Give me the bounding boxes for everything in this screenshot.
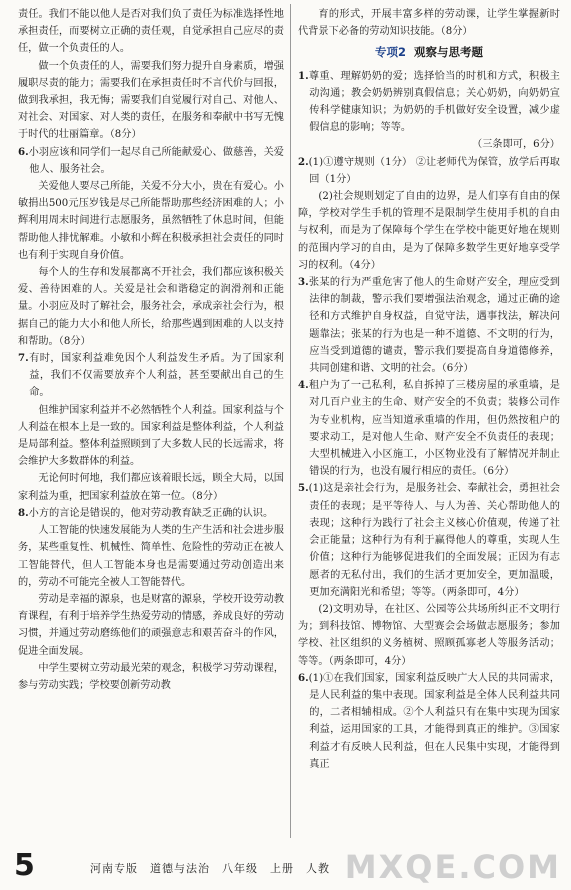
item-text: 小羽应该和同学们一起尽自己所能献爱心、做慈善，关爱他人、服务社会。 bbox=[28, 146, 284, 175]
item-text: 张某的行为严重危害了他人的生命财产安全，理应受到法律的制裁，警示我们要增强法治观念，通过正确的途径和方式维护自身权益，自觉守法，遇事找法，解决问题靠法；张某的行为也是一种不道德、不文明的行为，应当受到道德的谴责，警示我们要提高自身道德修养，共同创建和谐、文明的社会。（6分） bbox=[308, 277, 560, 375]
item-number: 2. bbox=[298, 155, 309, 168]
paragraph: 无论何时何地，我们都应该着眼长远，顾全大局，以国家利益为重，把国家利益放在第一位。（8分） bbox=[18, 473, 284, 502]
item-number: 5. bbox=[298, 482, 309, 495]
paragraph: 劳动是幸福的源泉，也是财富的源泉，学校开设劳动教育课程，有利于培养学生热爱劳动的情感，养成良好的劳动习惯，并通过劳动磨练他们的顽强意志和艰苦奋斗的作风，促进全面发展。 bbox=[18, 593, 284, 657]
item-number: 3. bbox=[298, 276, 309, 289]
paragraph: 责任。我们不能以他人是否对我们负了责任为标准选择性地承担责任，而要树立正确的责任观，自觉承担自己应尽的责任，做一个负责任的人。 bbox=[18, 9, 284, 55]
section-label: 专项2 bbox=[374, 45, 406, 60]
answer-item-7 bbox=[18, 350, 284, 402]
paragraph: 每个人的生存和发展都离不开社会，我们都应该积极关爱、善待困难的人。关爱是社会和谐稳定的润滑剂和正能量。小羽应及时了解社会，服务社会，承成亲社会行为，根据自己的能力大小和他人所长，给那些遇到困难的人以支持和帮助。（8分） bbox=[18, 267, 284, 347]
footer-text: 河南专版 道德与法治 八年级 上册 人教 bbox=[90, 862, 330, 875]
item-text: 租户为了一己私利，私自拆掉了三楼房屋的承重墙，是对几百户业主的生命、财产安全的不负责；装修公司作为专业机构，应当知道承重墙的作用，但仍然按租户的要求动工，是对他人生命、财产安全不负责任的表现；大型机械进入小区施工，小区物业没有了解情况并制止错误的行为，也没有履行相应的责任。（6分） bbox=[308, 380, 560, 478]
score-note: （三条即可，6分） bbox=[472, 139, 560, 151]
item-text: (1)①遵守规则（1分） ②让老师代为保管，放学后再取回（1分） bbox=[308, 156, 560, 185]
page-number: 5 bbox=[14, 848, 35, 883]
item-text: 尊重、理解奶奶的爱；选择恰当的时机和方式，积极主动沟通；教会奶奶辨别真假信息；关心奶奶，向奶奶宣传科学健康知识；为奶奶的手机做好安全设置，减少虚假信息的影响；等等。 bbox=[308, 70, 560, 134]
item-number: 6. bbox=[298, 671, 309, 684]
right-column bbox=[298, 6, 560, 773]
section-title: 观察与思考题 bbox=[414, 45, 483, 60]
paragraph: 关爱他人要尽己所能，关爱不分大小，贵在有爱心。小敏捐出500元压岁钱是尽己所能帮助那些经济困难的人；小辉利用周末时间进行志愿服务，虽然牺牲了休息时间，但能帮助他人排忧解难。小敏和小辉在积极承担社会责任的同时也有利于实现自身价值。 bbox=[18, 181, 284, 261]
answer-item-2 bbox=[298, 154, 560, 188]
watermark: MXQE.COM bbox=[344, 848, 561, 886]
paragraph: 育的形式，开展丰富多样的劳动课，让学生掌握新时代背景下必备的劳动知识技能。（8分） bbox=[298, 9, 560, 38]
item-text: (1)①在我们国家，国家利益反映广大人民的共同需求，是人民利益的集中表现。国家利益是全体人民利益共同的，二者相辅相成。②个人利益只有在集中实现为国家利益，运用国家的工具，才能得到真正的维护。③国家利益才有反映人民利益，但在人民集中实现，才能得到真正 bbox=[308, 672, 560, 770]
item-number: 4. bbox=[298, 379, 309, 392]
answer-item-8 bbox=[18, 505, 284, 522]
answer-item-3 bbox=[298, 274, 560, 377]
paragraph: (2)社会规则划定了自由的边界，是人们享有自由的保障，学校对学生手机的管理不是限制学生使用手机的自由与权利，而是为了保障每个学生在学校中能更好地在规则的范围内学习的自由，是为了保障多数学生更好地享受学习的权利。（4分） bbox=[298, 191, 560, 271]
answer-item-5 bbox=[298, 480, 560, 600]
answer-item-1 bbox=[298, 68, 560, 137]
item-number: 8. bbox=[18, 506, 29, 519]
section-heading bbox=[298, 44, 560, 61]
answer-item-6 bbox=[298, 670, 560, 773]
paragraph: 人工智能的快速发展能为人类的生产生活和社会进步服务，某些重复性、机械性、简单性、危险性的劳动正在被人工智能替代，但人工智能本身也是需要通过劳动创造出来的，劳动不可能完全被人工智能替代。 bbox=[18, 525, 284, 588]
item-text: (1)这是亲社会行为，是服务社会、奉献社会，勇担社会责任的表现；是平等待人、与人为善、关心帮助他人的表现；这种行为践行了社会主义核心价值观，传递了社会正能量；这种行为有利于赢得他人的尊重，实现人生价值；这种行为能够促进我们的全面发展；正因为有志愿者的无私付出，我们的生活才更加安全，更加温暖，更加充满阳光和希望；等等。（两条即可，4分） bbox=[308, 483, 560, 598]
paragraph: 做一个负责任的人，需要我们努力提升自身素质，增强履职尽责的能力；需要我们在承担责任时不言代价与回报，做到我承担，我无悔；需要我们自觉履行对自己、对他人、对社会、对国家、对人类的责任，在服务和奉献中书写无愧于时代的壮丽篇章。（8分） bbox=[18, 60, 284, 141]
paragraph: 中学生要树立劳动最光荣的观念，积极学习劳动课程，参与劳动实践；学校要创新劳动教 bbox=[18, 662, 284, 691]
paragraph: 但维护国家利益并不必然牺牲个人利益。国家利益与个人利益在根本上是一致的。国家利益是整体利益，个人利益是局部利益。整体利益照顾到了大多数人民的长远需求，将会维护大多数群体的利益。 bbox=[18, 404, 284, 468]
paragraph: (2)文明劝导，在社区、公园等公共场所纠正不文明行为；到科技馆、博物馆、大型赛会会场做志愿服务；参加学校、社区组织的义务植树、照顾孤寡老人等服务活动；等等。（两条即可，4分） bbox=[298, 603, 560, 667]
answer-item-6 bbox=[18, 144, 284, 178]
column-divider bbox=[290, 4, 291, 838]
item-number: 6. bbox=[18, 145, 29, 158]
page-footer bbox=[0, 846, 571, 890]
left-column bbox=[18, 6, 284, 694]
item-number: 1. bbox=[298, 69, 309, 82]
answer-item-4 bbox=[298, 377, 560, 480]
item-number: 7. bbox=[18, 352, 29, 365]
item-text: 有时，国家利益难免因个人利益发生矛盾。为了国家利益，我们不仅需要放弃个人利益，甚至要献出自己的生命。 bbox=[28, 353, 284, 399]
item-text: 小方的言论是错误的，他对劳动教育缺乏正确的认识。 bbox=[28, 507, 274, 519]
